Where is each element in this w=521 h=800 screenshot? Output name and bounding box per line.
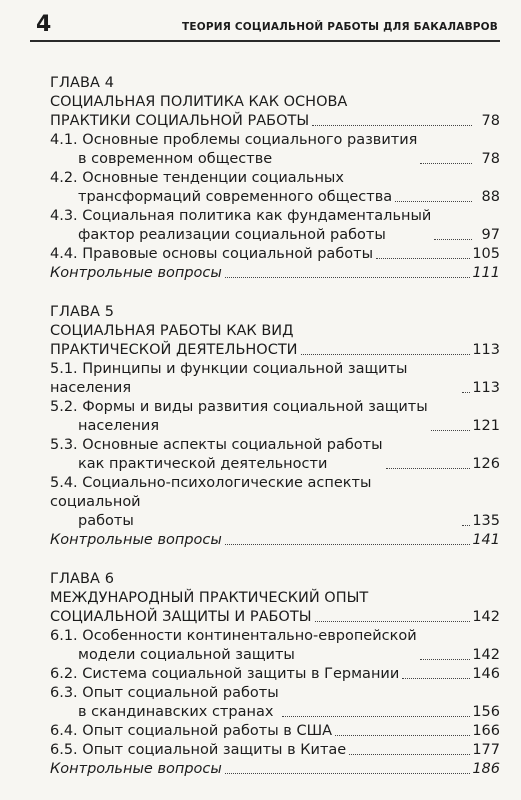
dot-leader	[462, 525, 470, 526]
toc-section-4-2[interactable]	[50, 169, 500, 207]
section-title-line: 4.2. Основные тенденции социальных	[50, 170, 344, 186]
page-ref: 111	[472, 265, 500, 281]
table-of-contents	[50, 74, 500, 799]
page-ref: 121	[472, 418, 500, 434]
toc-section-4-3[interactable]	[50, 207, 500, 245]
page-ref: 78	[481, 113, 500, 129]
dot-leader	[431, 430, 471, 431]
page-ref: 78	[481, 151, 500, 167]
chapter-title-line: СОЦИАЛЬНАЯ ПОЛИТИКА КАК ОСНОВА	[50, 94, 348, 110]
chapter-title-entry[interactable]	[50, 341, 500, 360]
section-title-line: 6.5. Опыт социальной защиты в Китае	[50, 742, 347, 758]
page-ref: 105	[472, 246, 500, 262]
section-title-line: 4.3. Социальная политика как фундаментальный	[50, 208, 432, 224]
chapter-label: ГЛАВА 6	[50, 571, 115, 587]
dot-leader	[376, 258, 470, 259]
page-ref: 156	[472, 704, 500, 720]
dot-leader	[434, 239, 472, 240]
dot-leader	[420, 659, 471, 660]
chapter-title-line: СОЦИАЛЬНОЙ ЗАЩИТЫ И РАБОТЫ	[50, 609, 312, 625]
section-title-line: фактор реализации социальной работы	[78, 227, 386, 243]
questions-label: Контрольные вопросы	[50, 265, 222, 281]
chapter-6	[50, 570, 500, 779]
toc-questions-5[interactable]	[50, 531, 500, 550]
dot-leader	[315, 621, 471, 622]
section-title-line: в современном обществе	[78, 151, 273, 167]
toc-section-5-2[interactable]	[50, 398, 500, 436]
chapter-4	[50, 74, 500, 283]
toc-section-6-4[interactable]	[50, 722, 500, 741]
questions-label: Контрольные вопросы	[50, 532, 222, 548]
page-ref: 141	[472, 532, 500, 548]
toc-section-5-3[interactable]	[50, 436, 500, 474]
section-title-line: 6.4. Опыт социальной работы в США	[50, 723, 333, 739]
section-title-line: 6.2. Система социальной защиты в Германии	[50, 666, 400, 682]
section-title-line: трансформаций современного общества	[78, 189, 393, 205]
running-title: ТЕОРИЯ СОЦИАЛЬНОЙ РАБОТЫ ДЛЯ БАКАЛАВРОВ	[181, 21, 498, 33]
section-title-line: работы	[78, 513, 134, 529]
page-ref: 142	[472, 609, 500, 625]
section-title-line: 4.1. Основные проблемы социального развития	[50, 132, 418, 148]
dot-leader	[312, 125, 472, 126]
page-ref: 97	[481, 227, 500, 243]
dot-leader	[386, 468, 471, 469]
chapter-title-line: СОЦИАЛЬНАЯ РАБОТЫ КАК ВИД	[50, 323, 294, 339]
toc-section-4-4[interactable]	[50, 245, 500, 264]
page-ref: 186	[472, 761, 500, 777]
dot-leader	[335, 735, 470, 736]
dot-leader	[282, 716, 471, 717]
dot-leader	[462, 392, 470, 393]
dot-leader	[395, 201, 472, 202]
chapter-title-entry[interactable]	[50, 112, 500, 131]
chapter-5	[50, 303, 500, 550]
section-title-line: 6.1. Особенности континентально-европейской	[50, 628, 417, 644]
page-ref: 146	[472, 666, 500, 682]
dot-leader	[301, 354, 471, 355]
page-number: 4	[36, 12, 52, 37]
toc-section-5-4[interactable]	[50, 474, 500, 531]
chapter-title-entry[interactable]	[50, 608, 500, 627]
page-ref: 88	[481, 189, 500, 205]
dot-leader	[225, 773, 470, 774]
section-title-line: в скандинавских странах	[78, 704, 274, 720]
questions-label: Контрольные вопросы	[50, 761, 222, 777]
dot-leader	[402, 678, 470, 679]
page-ref: 113	[472, 342, 500, 358]
toc-section-6-5[interactable]	[50, 741, 500, 760]
page-ref: 126	[472, 456, 500, 472]
chapter-label: ГЛАВА 4	[50, 75, 115, 91]
toc-section-6-3[interactable]	[50, 684, 500, 722]
section-title-line: модели социальной защиты	[78, 647, 295, 663]
dot-leader	[225, 277, 470, 278]
toc-questions-6[interactable]	[50, 760, 500, 779]
page-ref: 177	[472, 742, 500, 758]
toc-questions-4[interactable]	[50, 264, 500, 283]
toc-section-6-2[interactable]	[50, 665, 500, 684]
section-title-line: 5.3. Основные аспекты социальной работы	[50, 437, 383, 453]
toc-section-6-1[interactable]	[50, 627, 500, 665]
page-ref: 135	[472, 513, 500, 529]
dot-leader	[225, 544, 470, 545]
toc-section-4-1[interactable]	[50, 131, 500, 169]
section-title-line: 5.2. Формы и виды развития социальной защиты	[50, 399, 428, 415]
page-ref: 113	[472, 380, 500, 396]
dot-leader	[349, 754, 470, 755]
page-ref: 142	[472, 647, 500, 663]
section-title-line: 5.1. Принципы и функции социальной защиты населения	[50, 361, 408, 396]
section-title-line: 5.4. Социально-психологические аспекты социальной	[50, 475, 372, 510]
toc-section-5-1[interactable]	[50, 360, 500, 398]
dot-leader	[420, 163, 472, 164]
section-title-line: 6.3. Опыт социальной работы	[50, 685, 279, 701]
section-title-line: как практической деятельности	[78, 456, 328, 472]
section-title-line: населения	[78, 418, 160, 434]
page-ref: 166	[472, 723, 500, 739]
chapter-title-line: ПРАКТИЧЕСКОЙ ДЕЯТЕЛЬНОСТИ	[50, 342, 298, 358]
chapter-label: ГЛАВА 5	[50, 304, 115, 320]
chapter-title-line: ПРАКТИКИ СОЦИАЛЬНОЙ РАБОТЫ	[50, 113, 310, 129]
section-title-line: 4.4. Правовые основы социальной работы	[50, 246, 374, 262]
page-header	[30, 14, 500, 42]
chapter-title-line: МЕЖДУНАРОДНЫЙ ПРАКТИЧЕСКИЙ ОПЫТ	[50, 590, 369, 606]
